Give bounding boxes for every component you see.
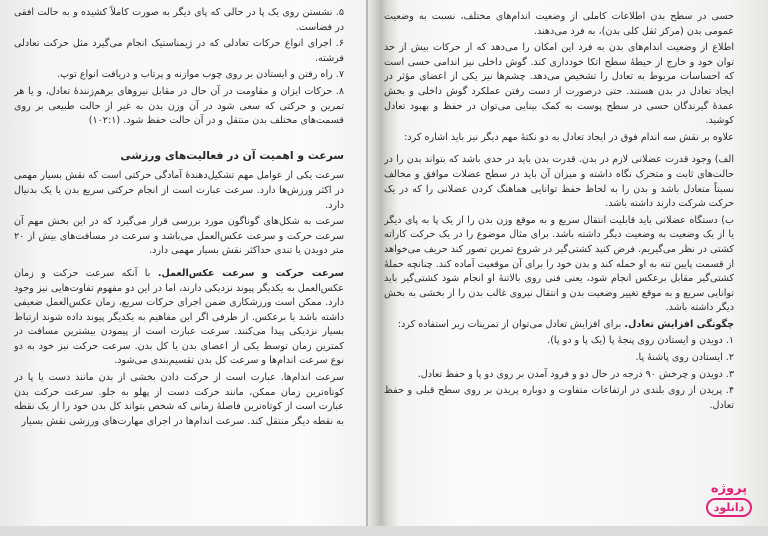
site-logo — [698, 482, 760, 518]
section-heading: سرعت و اهمیت آن در فعالیت‌های ورزشی — [120, 148, 344, 162]
right-page — [384, 0, 734, 536]
list-item: ۲. ایستادن روی پاشنهٔ پا. — [635, 352, 734, 364]
subsection-heading: سرعت حرکت و سرعت عکس‌العمل. — [157, 267, 344, 279]
logo-top-text: پروژه — [710, 481, 748, 496]
section-paragraph: سرعت به شکل‌های گوناگون مورد بررسی قرار می‌گیرد که در این بخش مهم آن سرعت حرکت و سرعت عکس‌العمل می‌باشد و سرعت در مسافت‌های بیش از ۲۰ متر دویدن یا تندی حداکثر نقش بسیار مهمی دارد. — [14, 216, 344, 257]
list-heading: چگونگی افزایش تعادل. — [624, 318, 734, 330]
left-page — [14, 0, 344, 532]
left-list-item: ۵. نشستن روی یک پا در حالی که پای دیگر به صورت کاملاً کشیده و به حالت افقی در فضاست. — [14, 7, 344, 33]
body-paragraph: اطلاع از وضعیت اندام‌های بدن به فرد این امکان را می‌دهد که از حرکات بیش از حد توان خود و خارج از حیطهٔ سطح اتکا خودداری کند. گوش داخلی نیز اندامی حسی است که احساسات مربوط به تعادل را تشخیص می‌دهد. چشم‌ها نیز یکی از اعضای مؤثر در ایجاد تعادل در بدن هستند. حتی درصورت از دست رفتن عملکرد گوش داخلی و بخش عمدهٔ گیرندگان حسی در سطح پوست به کمک بینایی می‌توان در حفظ و بهبود تعادل کوشید. — [384, 42, 734, 127]
body-paragraph: علاوه بر نقش سه اندام فوق در ایجاد تعادل به دو نکتهٔ مهم دیگر نیز باید اشاره کرد: — [404, 131, 734, 143]
list-item: ۴. پریدن از روی بلندی در ارتفاعات متفاوت و دوباره پریدن بر روی سطح قبلی و حفظ تعادل. — [384, 385, 734, 411]
section-paragraph: سرعت یکی از عوامل مهم تشکیل‌دهندهٔ آمادگی حرکتی است که نقش بسیار مهمی در اکثر ورزش‌ها دارد. سرعت عبارت است از انجام حرکتی سریع بدن یا یک بدنیال دارد. — [14, 170, 344, 211]
left-list-item: ۶. اجرای انواع حرکات تعادلی که در ژیمناستیک انجام می‌گیرد مثل حرکت تعادلی فرشته. — [14, 38, 344, 64]
subsection-text: با آنکه سرعت حرکت و زمان عکس‌العمل به یکدیگر پیوند نزدیکی دارند، اما در این دو مفهوم تفاوت‌هایی نیز وجود دارد. ممکن است ورزشکاری ضمن اجرای حرکات سریع، زمان عکس‌العمل ضعیفی داشته باشد یا برعکس. از طرفی اگر این مفاهیم به یکدیگر پیوند داده شوند ارتباط بسیار نزدیکی پیدا می‌کنند. سرعت عبارت است از پیمودن بیشترین مسافت در کمترین زمان توسط یکی از اعضای بدن یا کل بدن. سرعت حرکت نیز خود به دو نوع سرعت اندام‌ها و سرعت کل بدن تقسیم‌بندی می‌شود. — [14, 267, 344, 367]
spacer — [14, 131, 344, 145]
body-paragraph: ب) دستگاه عضلانی باید قابلیت انتقال سریع و به موقع وزن بدن را از یک پا به پای دیگر یا از یک وضعیت به وضعیت دیگر داشته باشد. برای مثال موضوع را در یک حرکت کاراته کشتی در نظر می‌گیریم. فرض کنید کشتی‌گیر در شروع تمرین تصور کند حریف می‌خواهد از قسمت پایین تنه به او حمله کند و بدن خود را برای آن موقعیت آماده کند. چنانچه حملهٔ کشتی‌گیر مقابل برعکس انجام شود، یعنی فنی روی بالاتنهٔ او انجام شود کشتی‌گیر باید توانایی سریع و به موقع تغییر وضعیت بدن و انتقال نیروی غالب بدن را از بخشی به بخش دیگر داشته باشد. — [384, 214, 734, 314]
list-intro: برای افزایش تعادل می‌توان از تمرینات زیر استفاده کرد: — [397, 318, 622, 330]
left-list-item: ۸. حرکات ایزان و مقاومت در آن حال در مقابل نیروهای برهم‌زنندهٔ تعادل، و یا هر تمرین و حرکتی که سعی شود در آن وزن بدن به غیر از حالت طبیعی بر روی قسمت‌های مختلف بدن منتقل و در آن حالت حفظ شود. (۱۰۲:۱) — [14, 85, 344, 127]
body-paragraph: الف) وجود قدرت عضلانی لازم در بدن. قدرت بدن باید در حدی باشد که بتواند بدن را در حالت‌های ثابت و متحرک نگاه داشته و میزان آن باید در سطح عضلات موافق و مخالف نسبتاً متعادل باشد و بدن را به لحاظ حفظ توانایی هماهنگ کردن عضلانی را که در یک حرکت شرکت دارند داشته باشد. — [384, 154, 734, 210]
left-list-item: ۷. راه رفتن و ایستادن بر روی چوب موازنه و پرتاب و دریافت انواع توپ. — [57, 69, 344, 81]
list-item: ۳. دویدن و چرخش ۹۰ درجه در حال دو و فرود آمدن بر روی دو پا و حفظ تعادل. — [417, 368, 734, 380]
list-heading-line — [384, 318, 734, 333]
list-item: ۱. دویدن و ایستادن روی پنجهٔ پا (یک پا و دو پا). — [547, 335, 734, 347]
book-gutter — [366, 0, 368, 526]
subsection-paragraph: سرعت اندام‌ها. عبارت است از حرکت دادن بخشی از بدن مانند دست یا پا در کوتاه‌ترین زمان ممکن، مانند حرکت دست از پهلو به جلو. سرعت حرکت بدن عبارت است از کوتاه‌ترین فاصلهٔ زمانی که شخص بتواند کل بدن خود را از یک نقطه به نقطه دیگر منتقل کند. سرعت اندام‌ها در اجرای مهارت‌های ورزشی نقش بسیار — [14, 372, 344, 427]
logo-bottom-text: دانلود — [706, 498, 753, 517]
body-paragraph: حسی در سطح بدن اطلاعات کاملی از وضعیت اندام‌های مختلف، نسبت به وضعیت عمومی بدن (مرکز ثقل کلی بدن)، به فرد می‌دهند. — [384, 11, 734, 37]
subsection-paragraph — [14, 267, 344, 369]
